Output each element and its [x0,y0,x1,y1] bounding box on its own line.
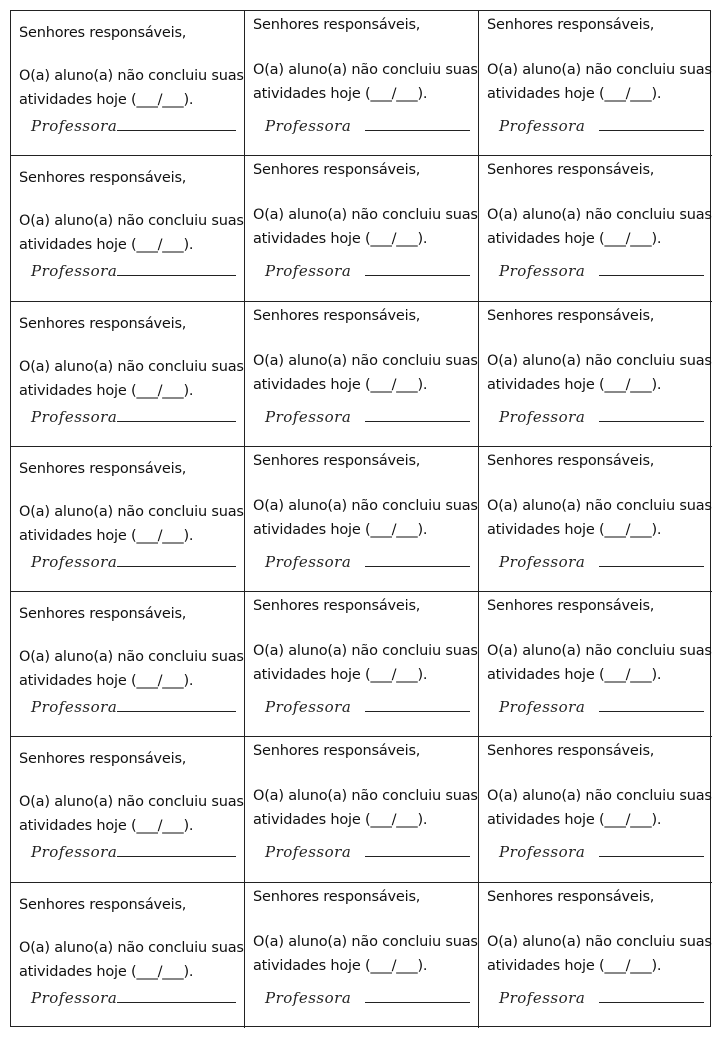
signature-line [365,274,470,276]
signature-row [265,553,470,571]
note-line-2: atividades hoje (___/___). [19,382,194,399]
signature-line [599,855,704,857]
signature-line [117,565,236,567]
signature-line [117,420,236,422]
signature-row [265,843,470,861]
signature-line [599,129,704,131]
signature-line [365,855,470,857]
note-line-2: atividades hoje (___/___). [253,521,428,538]
note-greeting: Senhores responsáveis, [487,17,655,33]
note-line-1: O(a) aluno(a) não concluiu suas [253,788,478,805]
signature-label: Professora [31,698,118,717]
note-card-r1-c3 [479,11,712,156]
note-greeting: Senhores responsáveis, [487,743,655,760]
note-card-r7-c3 [479,883,712,1028]
signature-label: Professora [31,988,118,1007]
signature-row [265,989,470,1007]
note-greeting: Senhores responsáveis, [19,460,187,477]
signature-line [599,710,704,712]
note-greeting: Senhores responsáveis, [253,743,421,760]
signature-label: Professora [31,552,118,571]
note-line-1: O(a) aluno(a) não concluiu suas [487,352,712,369]
note-body [19,209,244,257]
note-card-r5-c2 [245,592,479,737]
signature-line [599,1001,704,1003]
note-line-2: atividades hoje (___/___). [19,237,194,254]
signature-row [31,843,236,861]
note-greeting: Senhores responsáveis, [487,452,655,469]
note-greeting: Senhores responsáveis, [487,162,655,179]
note-card-r6-c3 [479,737,712,882]
note-body [487,639,712,687]
note-line-1: O(a) aluno(a) não concluiu suas [253,643,478,660]
signature-label: Professora [265,117,352,135]
note-greeting: Senhores responsáveis, [19,170,187,187]
signature-label: Professora [499,552,586,571]
signature-line [599,274,704,276]
note-body [19,355,244,403]
note-line-1: O(a) aluno(a) não concluiu suas [19,503,244,520]
signature-label: Professora [499,843,586,862]
note-line-1: O(a) aluno(a) não concluiu suas [19,939,244,956]
note-line-2: atividades hoje (___/___). [253,812,428,829]
note-line-1: O(a) aluno(a) não concluiu suas [487,933,712,950]
signature-row [31,408,236,426]
note-line-2: atividades hoje (___/___). [19,818,194,835]
note-greeting: Senhores responsáveis, [19,896,187,913]
note-greeting: Senhores responsáveis, [19,751,187,768]
signature-label: Professora [265,552,352,571]
note-line-1: O(a) aluno(a) não concluiu suas [487,62,712,78]
note-line-1: O(a) aluno(a) não concluiu suas [19,68,244,84]
note-line-2: atividades hoje (___/___). [487,521,662,538]
signature-row [499,698,704,716]
note-body [253,784,478,832]
note-greeting: Senhores responsáveis, [19,315,187,332]
note-line-2: atividades hoje (___/___). [253,86,428,102]
signature-row [31,989,236,1007]
note-line-1: O(a) aluno(a) não concluiu suas [487,643,712,660]
note-body [253,58,478,106]
note-line-2: atividades hoje (___/___). [487,812,662,829]
note-line-2: atividades hoje (___/___). [19,527,194,544]
note-greeting: Senhores responsáveis, [253,888,421,905]
signature-row [499,553,704,571]
note-line-2: atividades hoje (___/___). [253,376,428,393]
signature-line [117,710,236,712]
signature-label: Professora [499,698,586,717]
note-line-2: atividades hoje (___/___). [19,673,194,690]
signature-row [499,408,704,426]
note-body [19,64,244,112]
note-card-r2-c2 [245,156,479,301]
signature-line [599,565,704,567]
signature-label: Professora [499,262,586,281]
note-line-1: O(a) aluno(a) não concluiu suas [19,649,244,666]
note-line-1: O(a) aluno(a) não concluiu suas [253,933,478,950]
note-greeting: Senhores responsáveis, [253,598,421,615]
signature-label: Professora [31,407,118,426]
note-line-1: O(a) aluno(a) não concluiu suas [253,352,478,369]
note-line-1: O(a) aluno(a) não concluiu suas [19,358,244,375]
note-line-2: atividades hoje (___/___). [487,957,662,974]
signature-row [31,553,236,571]
note-body [487,930,712,978]
note-line-2: atividades hoje (___/___). [487,231,662,248]
note-card-r7-c1 [11,883,245,1028]
signature-label: Professora [499,988,586,1007]
note-line-2: atividades hoje (___/___). [253,667,428,684]
note-line-1: O(a) aluno(a) não concluiu suas [487,497,712,514]
signature-label: Professora [499,407,586,426]
signature-line [117,1001,236,1003]
signature-row [499,989,704,1007]
note-card-r5-c1 [11,592,245,737]
note-body [487,58,712,106]
signature-label: Professora [265,698,352,717]
note-card-r6-c1 [11,737,245,882]
signature-line [365,420,470,422]
signature-line [599,420,704,422]
signature-row [265,117,470,135]
note-card-r4-c3 [479,447,712,592]
note-greeting: Senhores responsáveis, [19,606,187,623]
signature-row [31,117,236,135]
note-body [19,645,244,693]
signature-row [499,117,704,135]
signature-row [31,698,236,716]
signature-row [499,262,704,280]
note-line-1: O(a) aluno(a) não concluiu suas [19,794,244,811]
note-line-1: O(a) aluno(a) não concluiu suas [487,788,712,805]
signature-label: Professora [265,262,352,281]
note-card-r1-c1 [11,11,245,156]
note-greeting: Senhores responsáveis, [487,888,655,905]
signature-label: Professora [265,843,352,862]
note-body [487,203,712,251]
note-line-2: atividades hoje (___/___). [253,957,428,974]
note-card-r3-c2 [245,302,479,447]
note-line-2: atividades hoje (___/___). [19,92,194,108]
signature-label: Professora [31,117,118,135]
note-body [253,494,478,542]
note-body [487,784,712,832]
note-card-r6-c2 [245,737,479,882]
note-line-2: atividades hoje (___/___). [487,86,662,102]
signature-line [117,274,236,276]
note-greeting: Senhores responsáveis, [253,307,421,324]
note-body [253,930,478,978]
note-card-r7-c2 [245,883,479,1028]
note-greeting: Senhores responsáveis, [487,307,655,324]
note-line-1: O(a) aluno(a) não concluiu suas [253,62,478,78]
signature-line [365,565,470,567]
note-greeting: Senhores responsáveis, [253,452,421,469]
signature-row [31,262,236,280]
note-card-r3-c1 [11,302,245,447]
signature-row [265,408,470,426]
note-line-1: O(a) aluno(a) não concluiu suas [253,497,478,514]
signature-line [365,1001,470,1003]
note-body [19,500,244,548]
signature-line [117,129,236,131]
note-line-1: O(a) aluno(a) não concluiu suas [253,207,478,224]
note-body [19,936,244,984]
note-line-2: atividades hoje (___/___). [487,376,662,393]
note-body [253,203,478,251]
note-greeting: Senhores responsáveis, [487,598,655,615]
note-line-2: atividades hoje (___/___). [253,231,428,248]
note-greeting: Senhores responsáveis, [253,162,421,179]
note-line-2: atividades hoje (___/___). [19,963,194,980]
note-card-r3-c3 [479,302,712,447]
note-body [487,494,712,542]
signature-label: Professora [265,407,352,426]
note-body [19,790,244,838]
note-card-r1-c2 [245,11,479,156]
note-card-r2-c3 [479,156,712,301]
note-greeting: Senhores responsáveis, [19,25,187,41]
signature-label: Professora [499,117,586,135]
signature-row [265,262,470,280]
signature-label: Professora [31,843,118,862]
signature-line [365,129,470,131]
signature-line [365,710,470,712]
note-body [487,349,712,397]
signature-row [265,698,470,716]
signature-label: Professora [31,262,118,281]
signature-row [499,843,704,861]
note-line-1: O(a) aluno(a) não concluiu suas [19,213,244,230]
note-line-1: O(a) aluno(a) não concluiu suas [487,207,712,224]
signature-line [117,855,236,857]
notes-grid [10,10,711,1027]
note-card-r4-c2 [245,447,479,592]
note-line-2: atividades hoje (___/___). [487,667,662,684]
note-body [253,639,478,687]
note-card-r5-c3 [479,592,712,737]
signature-label: Professora [265,988,352,1007]
note-greeting: Senhores responsáveis, [253,17,421,33]
note-card-r2-c1 [11,156,245,301]
note-body [253,349,478,397]
note-card-r4-c1 [11,447,245,592]
